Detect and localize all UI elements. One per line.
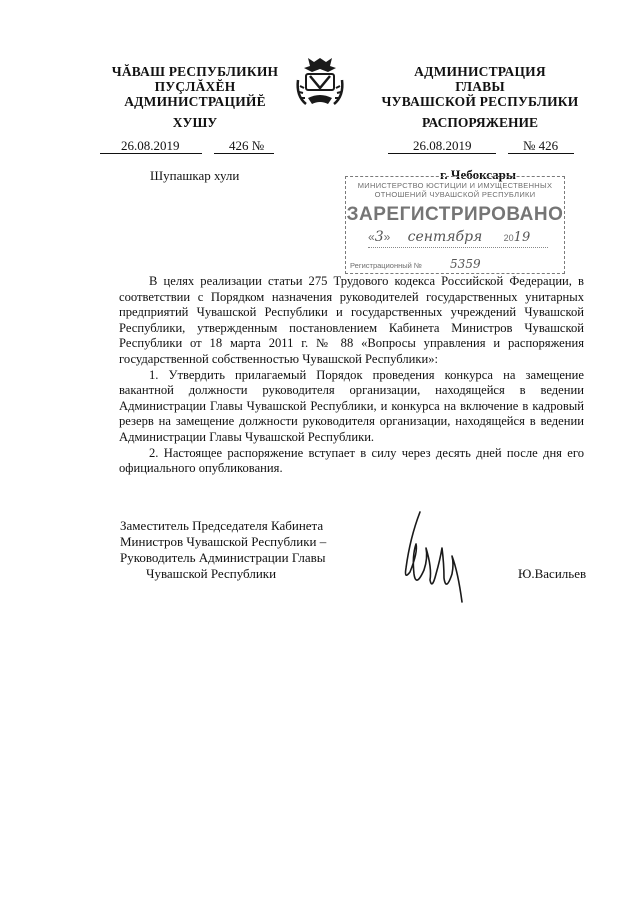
stamp-date-month: сентября bbox=[407, 229, 483, 245]
stamp-title: ЗАРЕГИСТРИРОВАНО bbox=[346, 204, 564, 225]
stamp-date-year-prefix: 20 bbox=[503, 233, 514, 243]
signatory-position bbox=[120, 518, 380, 582]
stamp-ministry-line1: МИНИСТЕРСТВО ЮСТИЦИИ И ИМУЩЕСТВЕННЫХ bbox=[357, 181, 553, 190]
stamp-reg-number: 5359 bbox=[450, 257, 481, 271]
right-city: г. Чебоксары bbox=[440, 167, 517, 182]
stamp-reg-row bbox=[350, 257, 481, 271]
stamp-ministry-line2: ОТНОШЕНИЙ ЧУВАШСКОЙ РЕСПУБЛИКИ bbox=[374, 190, 536, 199]
coat-of-arms-icon bbox=[292, 52, 348, 112]
left-number-underline bbox=[214, 153, 274, 154]
right-doc-type: РАСПОРЯЖЕНИЕ bbox=[421, 115, 539, 130]
left-city: Шупашкар хули bbox=[150, 168, 240, 183]
stamp-date-year: 19 bbox=[513, 230, 531, 245]
signatory-line4: Чувашской Республики bbox=[146, 566, 277, 581]
left-doc-type: ХУШУ bbox=[172, 115, 218, 130]
body-intro-paragraph: В целях реализации статьи 275 Трудового кодекса Российской Федерации, в соответствии с Порядком назначения руководителей государственных унитарных предприятий Чувашской Республики и государственных учреждений Чувашской Республики, утвержденным постановлением Кабинета Министров Чувашской Республики от 18 марта 2011 г. № 88 «Вопросы управления и распоряжения государственной собственностью Чувашской Республики»: bbox=[119, 274, 584, 366]
left-date-underline bbox=[100, 153, 202, 154]
right-number: № 426 bbox=[523, 138, 559, 153]
left-date: 26.08.2019 bbox=[121, 138, 180, 153]
right-header-line2: ГЛАВЫ bbox=[455, 79, 505, 94]
left-header-line2: ПУÇЛĂХĔН bbox=[154, 79, 236, 94]
right-header bbox=[375, 64, 585, 109]
stamp-date-row: «3» сентября 2019 bbox=[368, 229, 531, 245]
right-header-line3: ЧУВАШСКОЙ РЕСПУБЛИКИ bbox=[381, 94, 579, 109]
left-header-line1: ЧĂВАШ РЕСПУБЛИКИН bbox=[111, 64, 279, 79]
signatory-name: Ю.Васильев bbox=[518, 566, 587, 581]
right-header-line1: АДМИНИСТРАЦИЯ bbox=[414, 64, 546, 79]
signatory-line1: Заместитель Председателя Кабинета bbox=[120, 518, 324, 533]
left-number: 426 № bbox=[229, 138, 265, 153]
signatory-line2: Министров Чувашской Республики – bbox=[120, 534, 327, 549]
document-body bbox=[119, 274, 584, 477]
right-date-underline bbox=[388, 153, 496, 154]
body-item-2: 2. Настоящее распоряжение вступает в силу через десять дней после дня его официального опубликования. bbox=[119, 445, 584, 476]
stamp-date-day: 3 bbox=[374, 229, 384, 245]
stamp-date-underline bbox=[368, 247, 548, 248]
right-number-underline bbox=[508, 153, 574, 154]
stamp-reg-label: Регистрационный № bbox=[350, 261, 422, 270]
signatory-line3: Руководитель Администрации Главы bbox=[120, 550, 326, 565]
body-item-1: 1. Утвердить прилагаемый Порядок проведения конкурса на замещение вакантной должности руководителя организации, находящейся в ведении Администрации Главы Чувашской Республики, и конкурса на включение в кадровый резерв на замещение должности руководителя организации, находящейся в ведении Администрации Главы Чувашской Республики. bbox=[119, 367, 584, 444]
right-date: 26.08.2019 bbox=[413, 138, 472, 153]
handwritten-signature bbox=[392, 508, 482, 608]
registration-stamp bbox=[345, 176, 565, 274]
left-header bbox=[95, 64, 295, 109]
left-header-line3: АДМИНИСТРАЦИЙĔ bbox=[124, 94, 266, 109]
